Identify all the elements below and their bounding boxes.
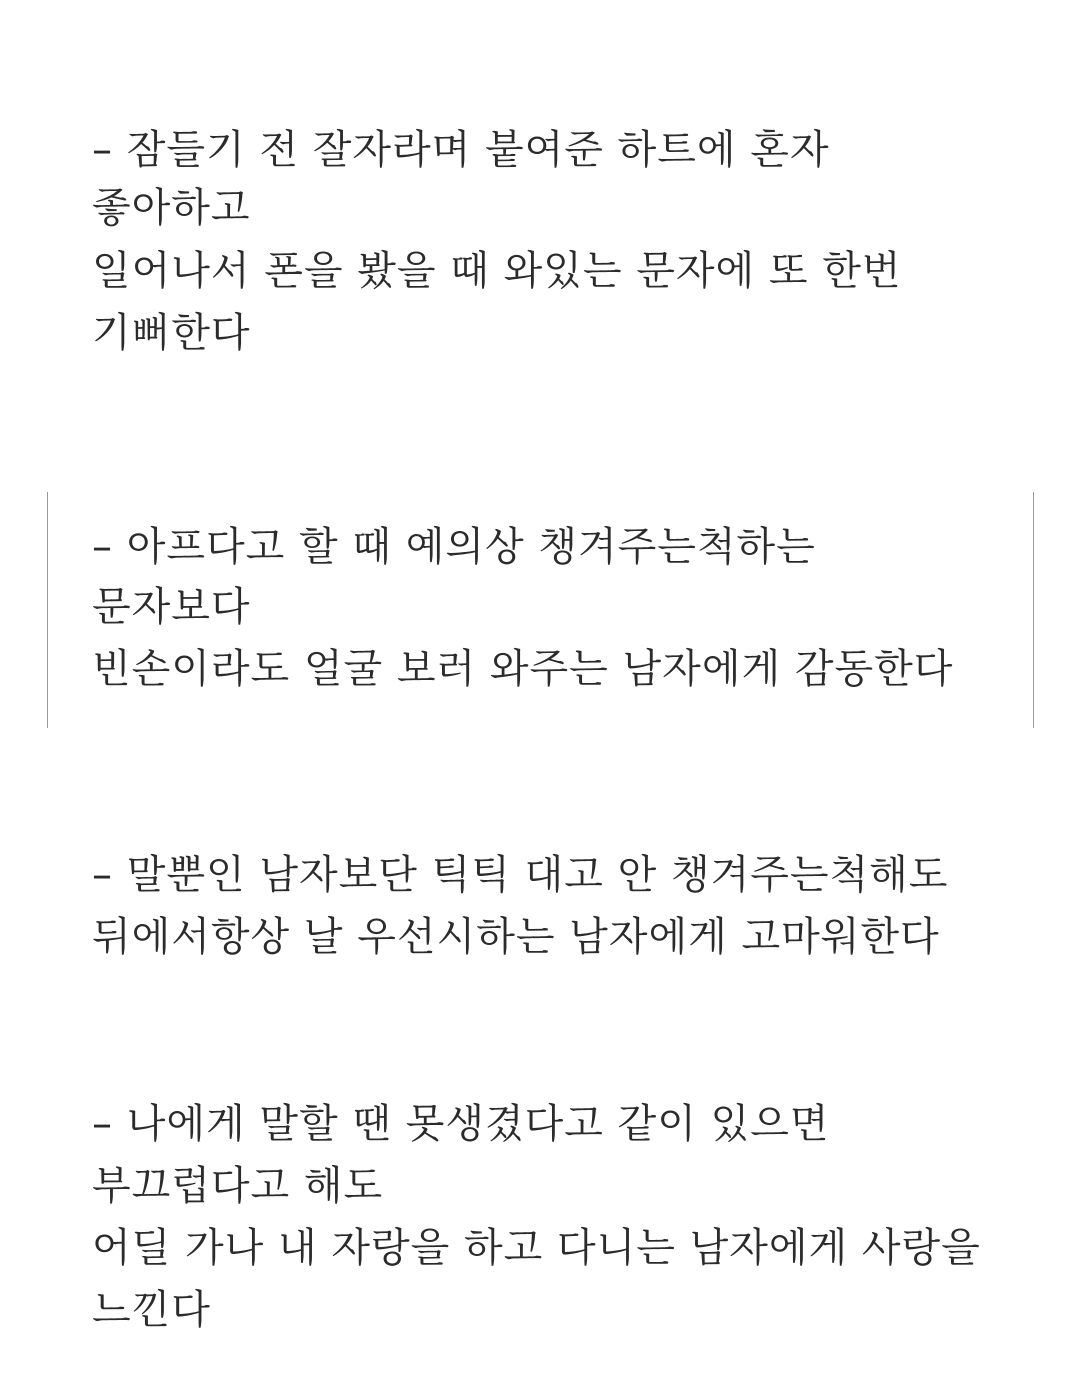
paragraph-line: – 잠들기 전 잘자라며 붙여준 하트에 혼자 [92, 127, 830, 173]
paragraph-line: 부끄럽다고 해도 [92, 1163, 384, 1209]
paragraph-line: 뒤에서항상 날 우선시하는 남자에게 고마워한다 [92, 914, 940, 960]
paragraph-line: 어딜 가나 내 자랑을 하고 다니는 남자에게 사랑을 [92, 1225, 981, 1271]
paragraph-line: 빈손이라도 얼굴 보러 와주는 남자에게 감동한다 [92, 646, 954, 692]
paragraph-line: 느낀다 [92, 1287, 211, 1333]
paragraph-line: 문자보다 [92, 584, 251, 630]
paragraph-line: 좋아하고 [92, 185, 251, 231]
paragraph-line: – 아프다고 할 때 예의상 챙겨주는척하는 [92, 524, 816, 570]
right-divider-rule [1033, 492, 1034, 728]
paragraph-line: 기뻐한다 [92, 310, 251, 356]
paragraph-line: – 나에게 말할 땐 못생겼다고 같이 있으면 [92, 1101, 830, 1147]
left-divider-rule [47, 492, 48, 728]
paragraph-line: 일어나서 폰을 봤을 때 와있는 문자에 또 한번 [92, 248, 902, 294]
paragraph-line: – 말뿐인 남자보단 틱틱 대고 안 챙겨주는척해도 [92, 852, 949, 898]
